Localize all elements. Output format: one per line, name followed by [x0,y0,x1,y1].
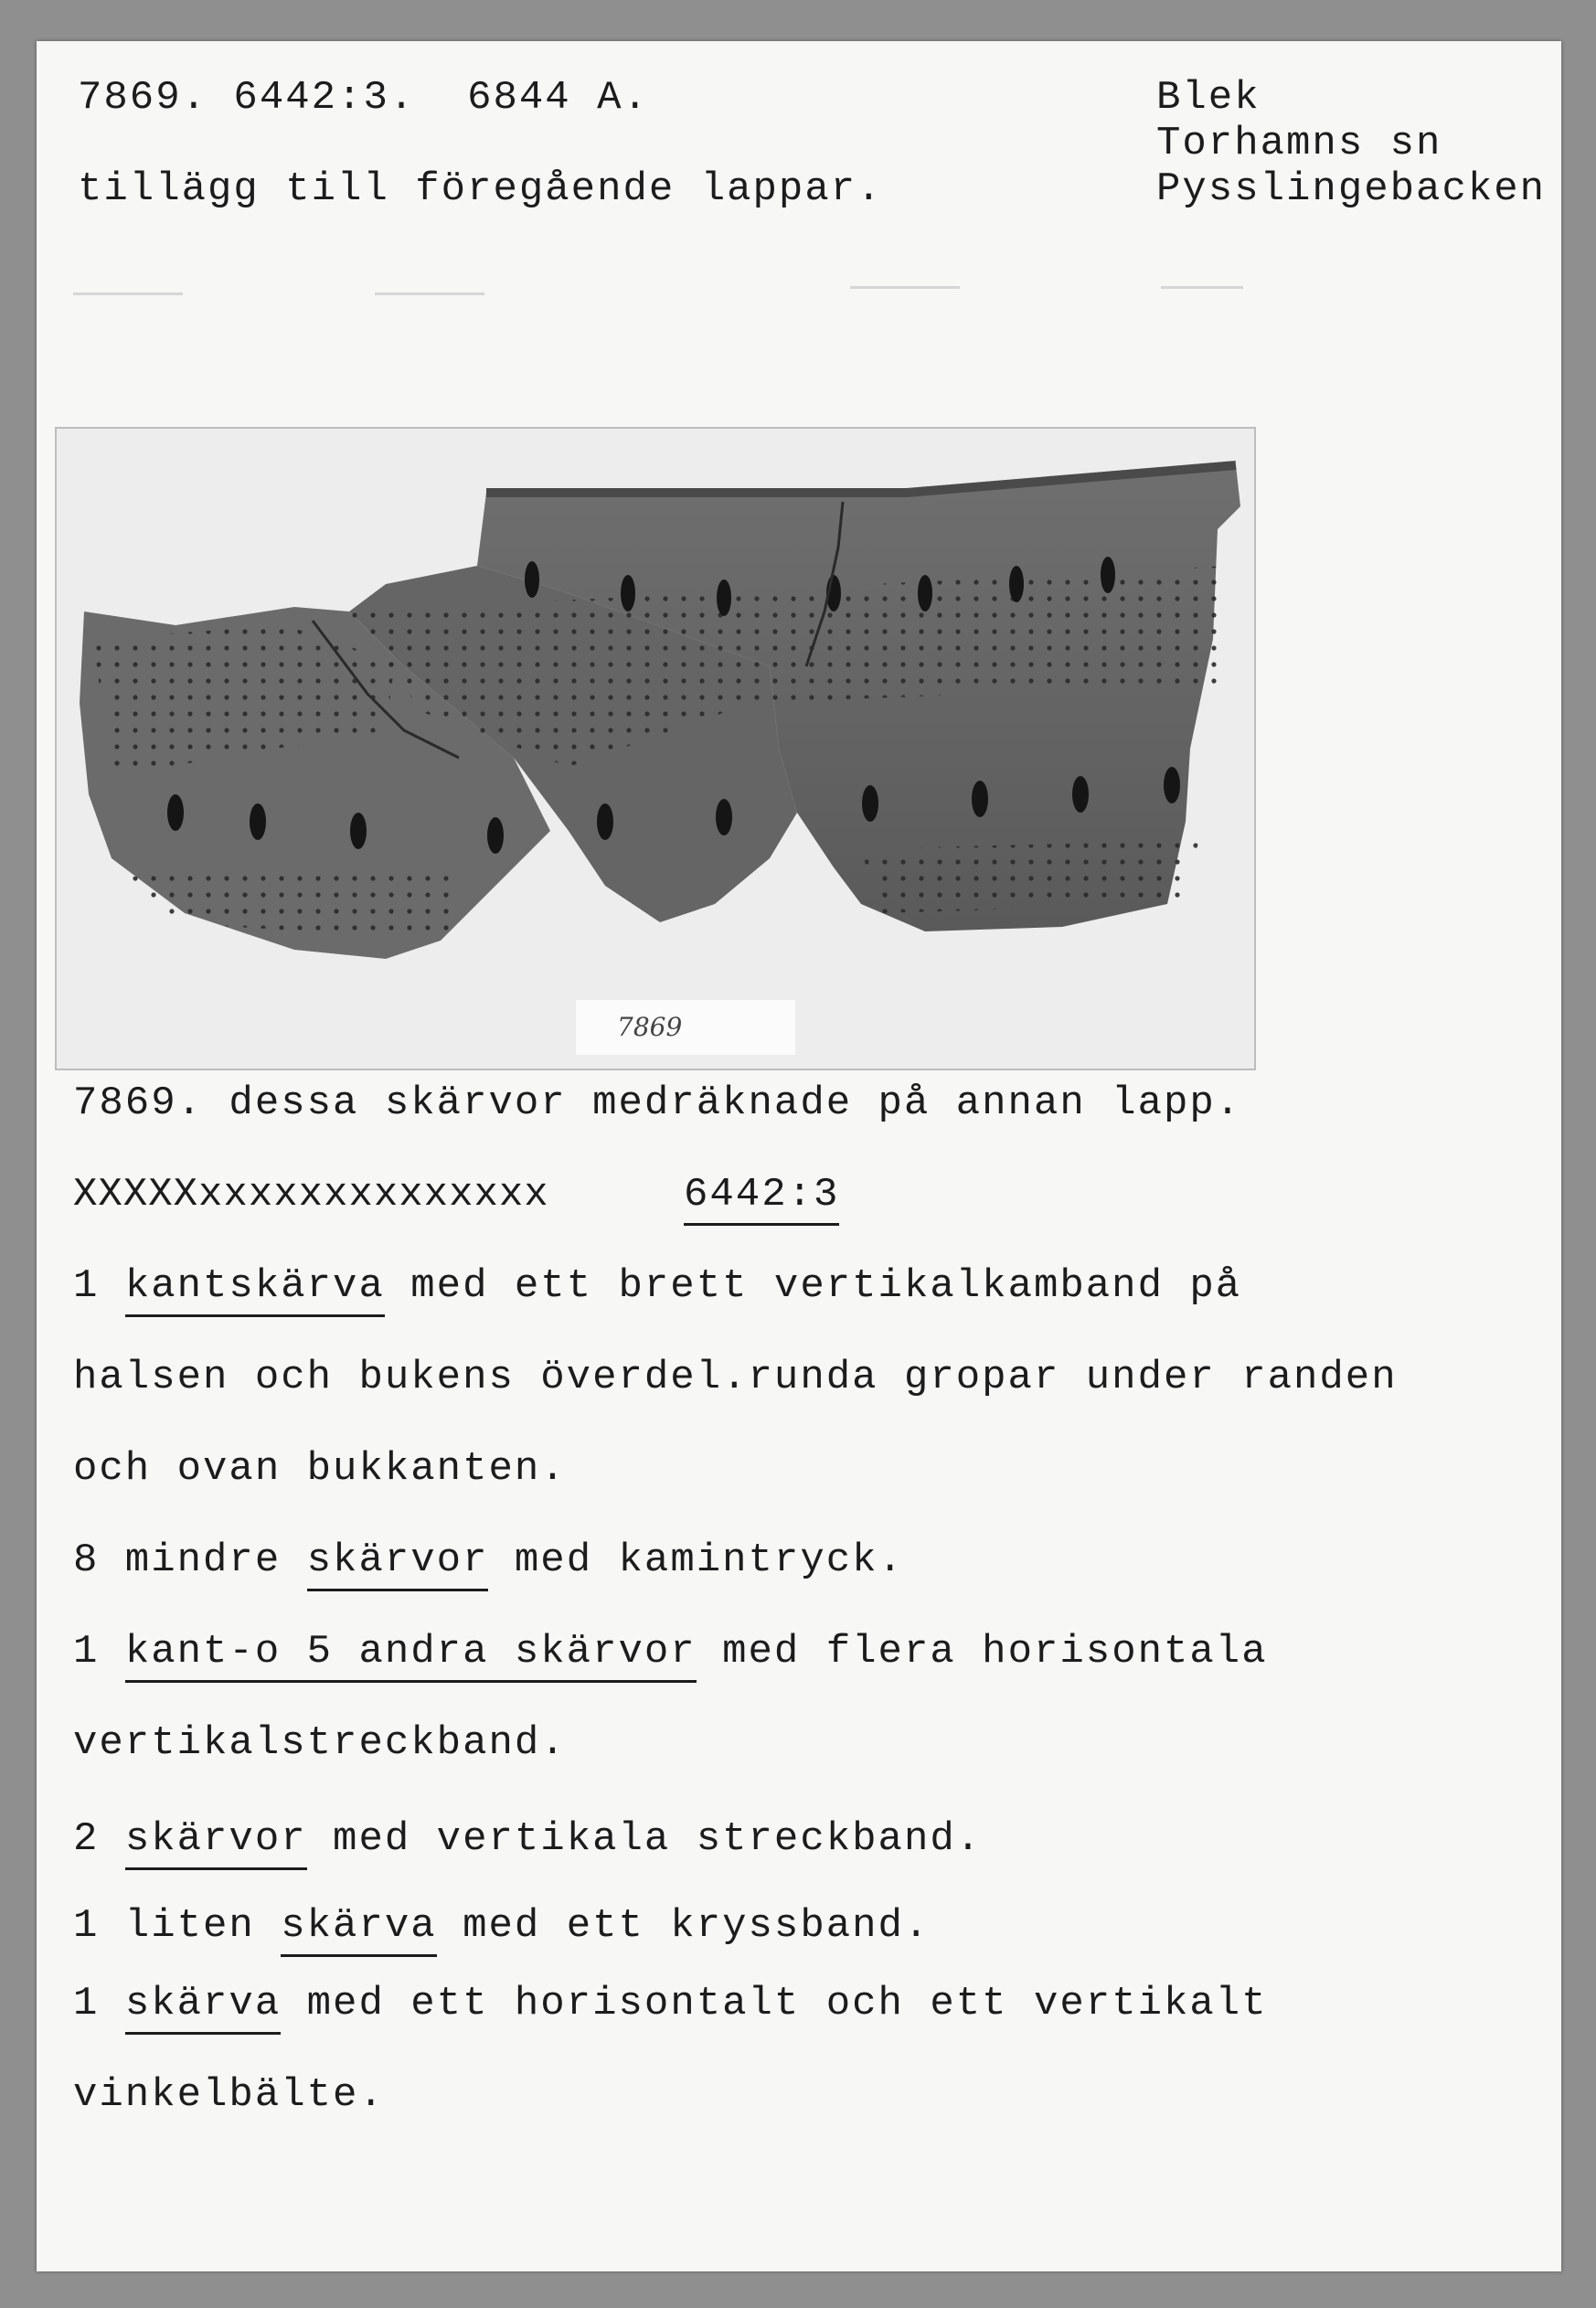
body-line-1: 7869. dessa skärvor medräknade på annan lapp. [73,1080,1242,1126]
entry-10: vinkelbälte. [73,2072,385,2118]
entry-1: 1 kantskärva med ett brett vertikalkamband på [73,1266,1241,1306]
catalog-number-underlined: 6442:3 [684,1175,839,1215]
entry-8: 1 liten skärva med ett kryssband. [73,1906,930,1946]
location-parish: Torhamns sn [1156,121,1442,166]
sherd-illustration [57,429,1254,1069]
catalog-card [37,41,1561,2271]
catalog-number-line: 7869. 6442:3. 6844 A. [78,75,649,121]
entry-5: 1 kant-o 5 andra skärvor med flera horisontala [73,1632,1268,1672]
entry-6: vertikalstreckband. [73,1720,567,1766]
entry-7: 2 skärvor med vertikala streckband. [73,1819,982,1859]
entry-2: halsen och bukens överdel.runda gropar under randen [73,1355,1398,1400]
note-line: tillägg till föregående lappar. [78,166,883,212]
location-site: Pysslingebacken [1156,166,1547,212]
location-county: Blek [1156,75,1261,121]
sherd-photo [55,427,1256,1070]
entry-3: och ovan bukkanten. [73,1446,567,1492]
struck-text: XXXXXxxxxxxxxxxxxxx [73,1172,549,1218]
photo-label: 7869 [576,1000,795,1055]
entry-9: 1 skärva med ett horisontalt och ett vertikalt [73,1984,1268,2024]
entry-4: 8 mindre skärvor med kamintryck. [73,1540,904,1580]
